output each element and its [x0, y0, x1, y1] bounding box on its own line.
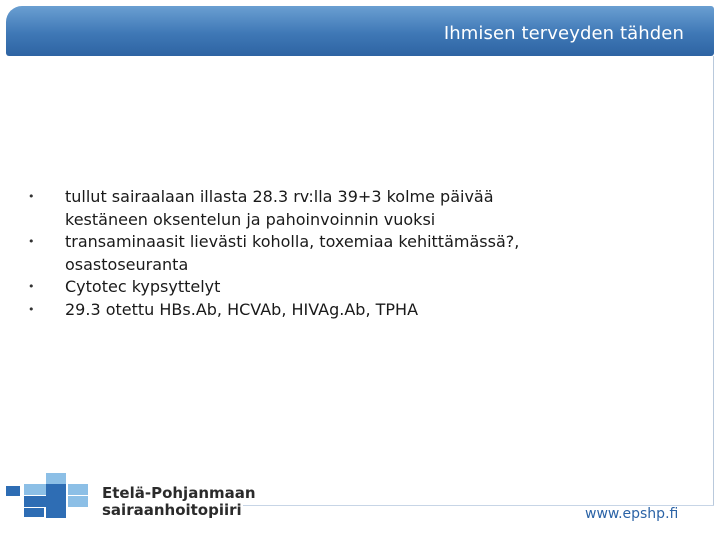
logo-text-line1: Etelä-Pohjanmaan	[102, 484, 256, 502]
bullet-text-line2: kestäneen oksentelun ja pahoinvoinnin vuoksi	[65, 209, 436, 229]
logo-text	[102, 485, 256, 519]
bullet-list	[28, 186, 668, 321]
bullet-item	[28, 276, 668, 299]
header-band	[6, 6, 714, 56]
cross-icon	[6, 471, 71, 519]
bullet-text-line1: transaminaasit lievästi koholla, toxemiaa kehittämässä?,	[65, 232, 520, 251]
bullet-text-line2: osastoseuranta	[65, 254, 189, 274]
logo-text-line2: sairaanhoitopiiri	[102, 501, 242, 519]
bullet-text-line1: 29.3 otettu HBs.Ab, HCVAb, HIVAg.Ab, TPHA	[65, 299, 419, 319]
bullet-item	[28, 299, 668, 322]
bullet-dot: •	[28, 235, 35, 248]
bullet-dot: •	[28, 302, 35, 316]
bullet-dot: •	[28, 190, 35, 203]
bullet-dot: •	[28, 280, 35, 293]
footer-url[interactable]: www.epshp.fi	[585, 506, 679, 522]
right-edge-line	[713, 56, 714, 506]
bullet-text-line1: Cytotec kypsyttelyt	[65, 277, 221, 296]
bullet-text-line1: tullut sairaalaan illasta 28.3 rv:lla 39+3 kolme päivää	[65, 187, 494, 206]
slide-content	[28, 186, 668, 321]
bullet-item	[28, 231, 668, 276]
header-tagline: Ihmisen terveyden tähden	[443, 23, 684, 44]
bullet-item	[28, 186, 668, 231]
